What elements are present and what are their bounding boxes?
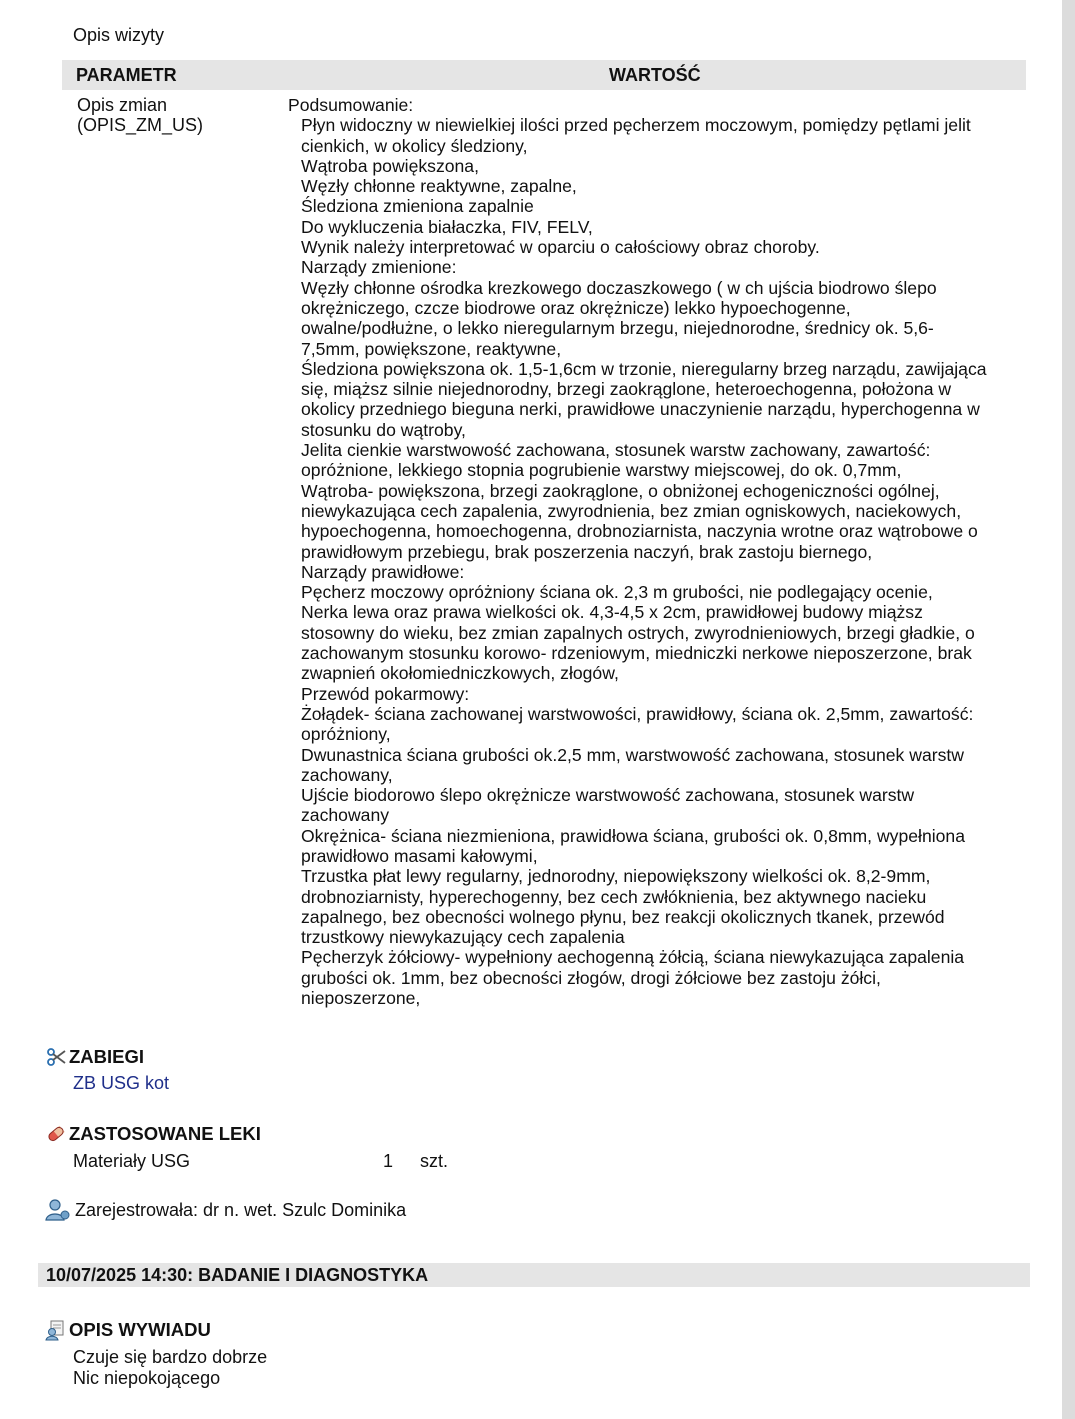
procedure-item[interactable]: ZB USG kot: [73, 1073, 170, 1093]
value-line: Pęcherzyk żółciowy- wypełniony aechogenną żółcią, ściana niewykazująca zapalenia: [301, 947, 965, 968]
header-value: WARTOŚĆ: [609, 65, 701, 85]
value-line: Śledziona powiększona ok. 1,5-1,6cm w trzonie, nieregularny brzeg narządu, zawijająca: [301, 358, 987, 379]
page-edge: [1062, 0, 1075, 1419]
value-line: okrężniczego, czcze biodrowe oraz okrężnicze) lekko hypoechogenne,: [301, 297, 851, 318]
value-line: niewykazująca cech zapalenia, zwyrodnienia, bez zmian ogniskowych, naciekowych,: [301, 500, 962, 521]
value-line: Śledziona zmieniona zapalnie: [301, 196, 534, 217]
value-line: prawidłowym przebiegu, brak poszerzenia naczyń, brak zastoju biernego,: [301, 541, 873, 562]
value-line: Trzustka płat lewy regularny, jednorodny, niepowiększony wielkości ok. 8,2-9mm,: [301, 866, 931, 887]
value-line: opróżniony,: [301, 724, 391, 745]
value-lines: [288, 115, 1023, 1008]
value-line: Wątroba- powiększona, brzegi zaokrąglone, o obniżonej echogeniczności ogólnej,: [301, 480, 940, 501]
value-line: Narządy prawidłowe:: [301, 561, 465, 582]
next-visit-header: 10/07/2025 14:30: BADANIE I DIAGNOSTYKA: [46, 1265, 429, 1285]
drugs-title: ZASTOSOWANE LEKI: [69, 1123, 261, 1144]
notepad-user-icon: [45, 1319, 67, 1341]
drug-quantity: 1: [383, 1151, 394, 1171]
value-line: 7,5mm, powiększone, reaktywne,: [301, 338, 562, 359]
value-line: hypoechogenna, homoechogenna, drobnoziarnista, naczynia wrotne oraz wątrobowe o: [301, 521, 978, 542]
value-line: zapalnego, bez obecności wolnego płynu, bez reakcji okolicznych tkanek, przewód: [301, 906, 945, 927]
value-line: Do wykluczenia białaczka, FIV, FELV,: [301, 216, 593, 237]
registered-by: [45, 1198, 406, 1222]
value-line: Żołądek- ściana zachowanej warstwowości, prawidłowy, ściana ok. 2,5mm, zawartość:: [301, 703, 974, 724]
value-line: cienkich, w okolicy śledziony,: [301, 135, 528, 156]
value-line: stosowny do wieku, bez zmian zapalnych ostrych, zwyrodnieniowych, brzegi gładkie, o: [301, 622, 975, 643]
parameter-value: [288, 95, 1023, 1008]
drug-unit: szt.: [420, 1151, 449, 1171]
value-line: opróżnione, lekkiego stopnia pogrubienie warstwy miejscowej, do ok. 0,7mm,: [301, 460, 902, 481]
value-line: Ujście biodorowo ślepo okrężnicze warstwowość zachowana, stosunek warstw: [301, 785, 915, 806]
drugs-section-title: [45, 1123, 261, 1145]
parameter-name-line: Opis zmian: [77, 95, 168, 115]
value-line: zachowany,: [301, 764, 393, 785]
value-line: zwapnień okołomiedniczkowych, złogów,: [301, 663, 619, 684]
value-line: stosunku do wątroby,: [301, 419, 466, 440]
value-line: Pęcherz moczowy opróżniony ściana ok. 2,3 m grubości, nie podlegający ocenie,: [301, 582, 933, 603]
registered-text: Zarejestrowała: dr n. wet. Szulc Dominika: [75, 1199, 407, 1220]
value-line: grubości ok. 1mm, bez obecności złogów, drogi żółciowe bez zastoju żółci,: [301, 967, 881, 988]
interview-title: OPIS WYWIADU: [69, 1319, 211, 1340]
user-icon: [45, 1198, 71, 1222]
value-line: Narządy zmienione:: [301, 257, 457, 278]
procedures-section-title: [45, 1046, 144, 1068]
value-line: Węzły chłonne reaktywne, zapalne,: [301, 176, 577, 197]
value-line: trzustkowy niewykazujący cech zapalenia: [301, 927, 625, 948]
value-line: Jelita cienkie warstwowość zachowana, stosunek warstw zachowany, zawartość:: [301, 440, 931, 461]
value-line: się, miąższ silnie niejednorodny, brzegi zaokrąglone, heteroechogenna, położona w: [301, 379, 952, 400]
parameter-name: [77, 95, 203, 135]
procedures-title: ZABIEGI: [69, 1046, 145, 1067]
parameter-code-line: (OPIS_ZM_US): [77, 115, 204, 135]
pill-icon: [45, 1123, 67, 1145]
interview-line-2: Nic niepokojącego: [73, 1368, 221, 1388]
value-line: zachowanym stosunku korowo- rdzeniowym, miedniczki nerkowe nieposzerzone, brak: [301, 643, 972, 664]
value-line: owalne/podłużne, o lekko nieregularnym brzegu, niejednorodne, średnicy ok. 5,6-: [301, 318, 934, 339]
value-line: Okrężnica- ściana niezmieniona, prawidłowa ściana, grubości ok. 0,8mm, wypełniona: [301, 825, 965, 846]
summary-label: Podsumowanie:: [288, 95, 414, 115]
header-parameter: PARAMETR: [76, 65, 177, 85]
value-line: drobnoziarnisty, hyperechogenny, bez cech zwłóknienia, bez aktywnego nacieku: [301, 886, 927, 907]
value-line: Płyn widoczny w niewielkiej ilości przed pęcherzem moczowym, pomiędzy pętlami jelit: [301, 115, 971, 136]
interview-line-1: Czuje się bardzo dobrze: [73, 1347, 268, 1367]
interview-section-title: [45, 1319, 211, 1341]
value-line: Nerka lewa oraz prawa wielkości ok. 4,3-4,5 x 2cm, prawidłowej budowy miąższ: [301, 602, 923, 623]
value-line: prawidłowo masami kałowymi,: [301, 845, 538, 866]
value-line: Wątroba powiększona,: [301, 155, 479, 176]
value-line: okolicy przedniego bieguna nerki, prawidłowe unaczynienie narządu, hyperchogenna w: [301, 399, 980, 420]
scissors-icon: [45, 1046, 67, 1068]
visit-header-band: [38, 1263, 1030, 1287]
table-header: [62, 60, 1026, 90]
drug-item: Materiały USG: [73, 1151, 191, 1171]
value-line: nieposzerzone,: [301, 988, 421, 1009]
value-line: Węzły chłonne ośrodka krezkowego doczaszkowego ( w ch ujścia biodrowo ślepo: [301, 277, 937, 298]
value-line: Przewód pokarmowy:: [301, 683, 470, 704]
value-line: Wynik należy interpretować w oparciu o całościowy obraz choroby.: [301, 237, 820, 258]
value-line: zachowany: [301, 805, 390, 826]
visit-title: Opis wizyty: [73, 25, 165, 45]
value-line: Dwunastnica ściana grubości ok.2,5 mm, warstwowość zachowana, stosunek warstw: [301, 744, 964, 765]
